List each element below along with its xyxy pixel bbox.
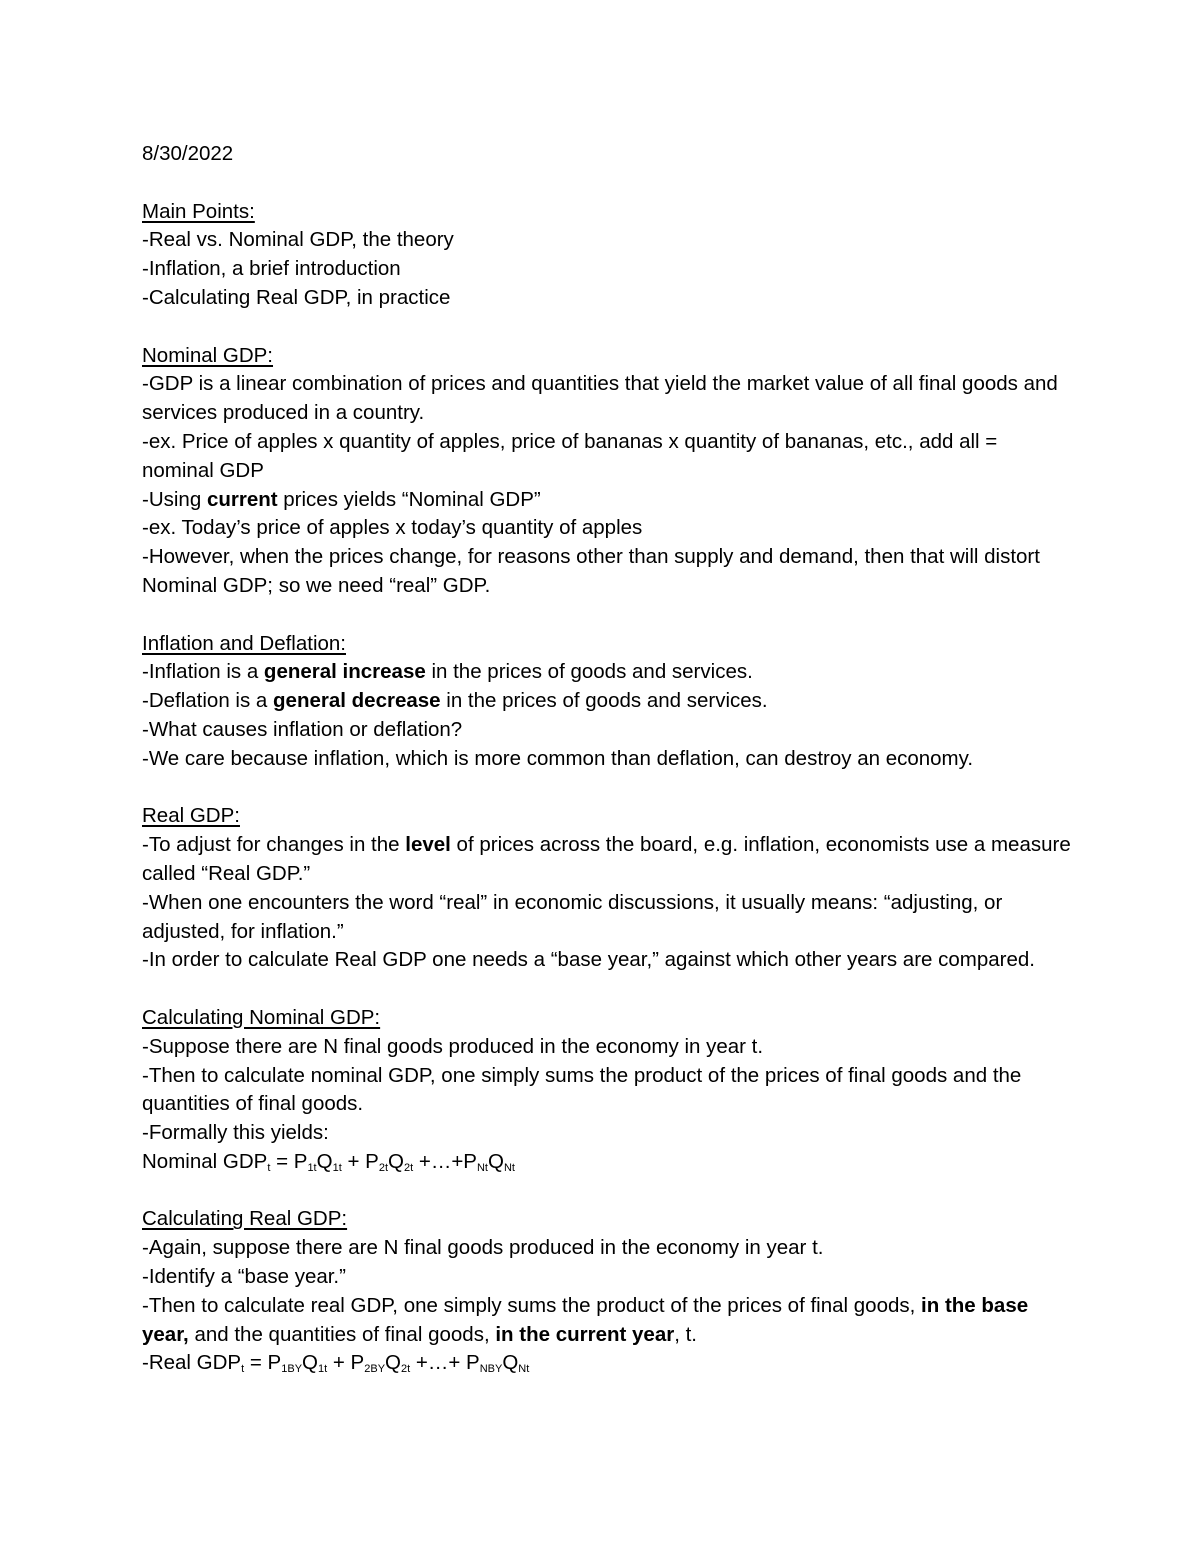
main-points-heading: Main Points:: [142, 199, 255, 223]
real-gdp-paragraph: -When one encounters the word “real” in economic discussions, it usually means: “adjusting, or adjusted, for inflation.”: [142, 890, 1003, 943]
nominal-gdp-paragraph: -GDP is a linear combination of prices and quantities that yield the market value of all final goods and services produced in a country.: [142, 372, 1058, 425]
nominal-gdp-paragraph: -ex. Today’s price of apples x today’s quantity of apples: [142, 516, 643, 540]
emphasis: in the base year,: [142, 1293, 1029, 1346]
emphasis: current: [206, 487, 278, 511]
emphasis: general decrease: [273, 689, 441, 713]
inflation-paragraph: -What causes inflation or deflation?: [142, 717, 463, 741]
spacer: [142, 313, 1072, 342]
calc-real-paragraph: -Then to calculate real GDP, one simply sums the product of the prices of final goods, in the base year, and the quantities of final goods, in the current year, t.: [142, 1293, 1029, 1346]
main-point-item: -Calculating Real GDP, in practice: [142, 285, 451, 309]
spacer: [142, 169, 1072, 198]
nominal-gdp-formula: Nominal $GDP_t = P_{1t}Q_{1t} + P_{2t}Q_{2t}$ $+\dots+P_{Nt}Q_{Nt}$: [142, 1149, 515, 1174]
inflation-paragraph: -Inflation is a general increase in the prices of goods and services.: [142, 660, 753, 684]
emphasis: level: [405, 833, 451, 857]
nominal-gdp-heading: Nominal GDP:: [142, 343, 274, 367]
date: 8/30/2022: [142, 142, 234, 165]
calc-nominal-paragraph: -Suppose there are N final goods produced in the economy in year t.: [142, 1034, 764, 1058]
calc-real-heading: Calculating Real GDP:: [142, 1207, 348, 1231]
real-gdp-paragraph: -In order to calculate Real GDP one needs a “base year,” against which other years are compared.: [142, 948, 1035, 972]
inflation-heading: Inflation and Deflation:: [142, 631, 346, 655]
spacer: [142, 1177, 1072, 1206]
nominal-gdp-paragraph: -ex. Price of apples x quantity of apples, price of bananas x quantity of bananas, etc., add all = nominal GDP: [142, 429, 998, 482]
nominal-gdp-paragraph: -However, when the prices change, for reasons other than supply and demand, then that will distort Nominal GDP; so we need “real” GDP.: [142, 545, 1040, 597]
inflation-paragraph: -Deflation is a general decrease in the prices of goods and services.: [142, 689, 768, 713]
inflation-paragraph: -We care because inflation, which is more common than deflation, can destroy an economy.: [142, 746, 974, 770]
main-point-item: -Inflation, a brief introduction: [142, 257, 401, 281]
calc-nominal-heading: Calculating Nominal GDP:: [142, 1005, 381, 1029]
real-gdp-paragraph: -To adjust for changes in the level of prices across the board, e.g. inflation, economists use a measure called “Real GDP.”: [142, 833, 1071, 885]
real-gdp-formula: -Real $GDP_t = P_{1BY}Q_{1t} + P_{2BY}Q_{2t}$ +…+ $P_{NBY}Q_{Nt}$: [142, 1351, 530, 1376]
calc-real-paragraph: -Identify a “base year.”: [142, 1265, 346, 1289]
document-page: [142, 140, 1072, 1378]
emphasis: general increase: [263, 660, 426, 684]
spacer: [142, 975, 1072, 1004]
nominal-gdp-paragraph: -Using current prices yields “Nominal GDP”: [142, 487, 541, 511]
calc-nominal-paragraph: -Then to calculate nominal GDP, one simply sums the product of the prices of final goods and the quantities of final goods.: [142, 1063, 1022, 1116]
real-gdp-heading: Real GDP:: [142, 804, 240, 828]
calc-nominal-paragraph: -Formally this yields:: [142, 1121, 329, 1145]
calc-real-paragraph: -Again, suppose there are N final goods produced in the economy in year t.: [142, 1236, 824, 1260]
spacer: [142, 601, 1072, 630]
emphasis: in the current year: [495, 1322, 675, 1346]
main-point-item: -Real vs. Nominal GDP, the theory: [142, 228, 454, 252]
spacer: [142, 774, 1072, 803]
